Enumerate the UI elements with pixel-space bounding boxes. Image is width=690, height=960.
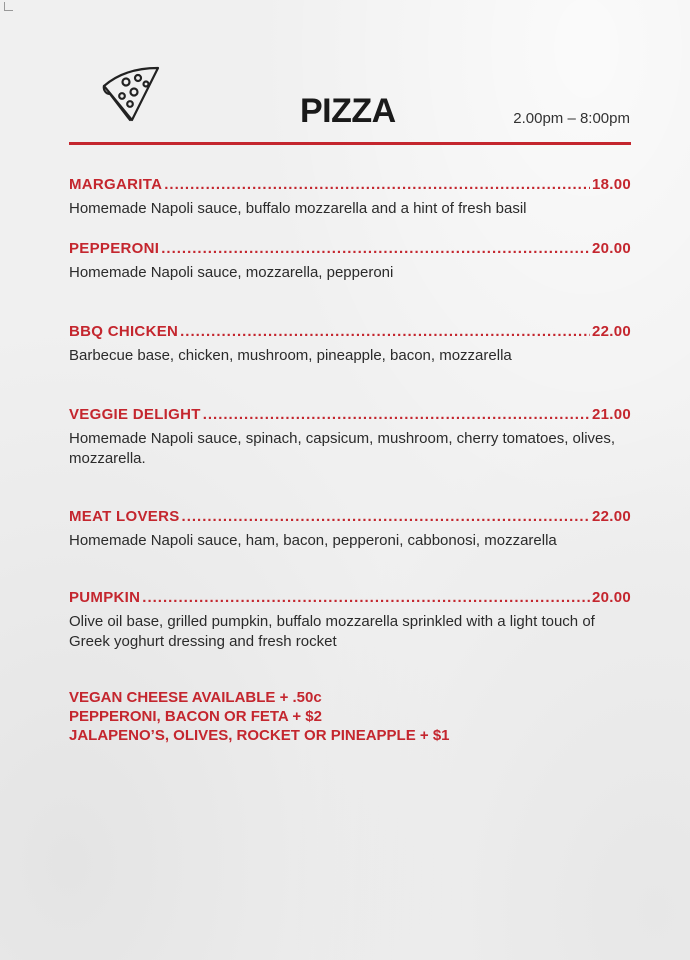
- menu-item-meat-lovers: [69, 508, 631, 551]
- dot-leader: [164, 176, 590, 193]
- dot-leader: [161, 240, 590, 257]
- menu-item-price: 22.00: [591, 508, 631, 525]
- dot-leader: [142, 589, 590, 606]
- page-title: PIZZA: [300, 92, 396, 130]
- service-hours: 2.00pm – 8:00pm: [513, 110, 630, 127]
- menu-item-pumpkin: [69, 589, 631, 652]
- menu-item-name: BBQ CHICKEN: [69, 323, 179, 340]
- menu-item-description: Homemade Napoli sauce, ham, bacon, pepperoni, cabbonosi, mozzarella: [69, 532, 557, 549]
- dot-leader: [180, 323, 590, 340]
- menu-item-description: Homemade Napoli sauce, spinach, capsicum, mushroom, cherry tomatoes, olives, mozzarella.: [69, 430, 616, 467]
- menu-item-price: 20.00: [591, 240, 631, 257]
- menu-item-header: [69, 589, 631, 606]
- menu-item-veggie-delight: [69, 406, 631, 469]
- extra-pepperoni-bacon-feta: PEPPERONI, BACON OR FETA + $2: [69, 708, 322, 725]
- menu-item-price: 18.00: [591, 176, 631, 193]
- dot-leader: [182, 508, 590, 525]
- menu-item-name: PUMPKIN: [69, 589, 141, 606]
- menu-item-pepperoni: [69, 240, 631, 283]
- header-divider: [69, 142, 631, 145]
- menu-item-header: [69, 323, 631, 340]
- pizza-slice-icon: [100, 64, 162, 122]
- crop-mark: [4, 2, 13, 11]
- menu-item-name: MEAT LOVERS: [69, 508, 180, 525]
- menu-item-description: Homemade Napoli sauce, buffalo mozzarella and a hint of fresh basil: [69, 200, 527, 217]
- menu-item-price: 22.00: [591, 323, 631, 340]
- menu-item-name: MARGARITA: [69, 176, 163, 193]
- menu-item-header: [69, 406, 631, 423]
- menu-item-description: Olive oil base, grilled pumpkin, buffalo mozzarella sprinkled with a light touch of Greek yoghurt dressing and fresh rocket: [69, 613, 595, 650]
- menu-item-price: 21.00: [591, 406, 631, 423]
- menu-item-header: [69, 240, 631, 257]
- menu-item-margarita: [69, 176, 631, 219]
- menu-item-name: VEGGIE DELIGHT: [69, 406, 201, 423]
- menu-item-name: PEPPERONI: [69, 240, 160, 257]
- extras-list: [69, 688, 450, 745]
- menu-item-bbq-chicken: [69, 323, 631, 366]
- menu-item-description: Homemade Napoli sauce, mozzarella, pepperoni: [69, 264, 394, 281]
- menu-item-description: Barbecue base, chicken, mushroom, pineapple, bacon, mozzarella: [69, 347, 512, 364]
- dot-leader: [203, 406, 590, 423]
- extra-jalapenos-olives: JALAPENO’S, OLIVES, ROCKET OR PINEAPPLE + $1: [69, 727, 450, 744]
- menu-item-header: [69, 508, 631, 525]
- extra-vegan-cheese: VEGAN CHEESE AVAILABLE + .50c: [69, 689, 322, 706]
- menu-item-header: [69, 176, 631, 193]
- menu-item-price: 20.00: [591, 589, 631, 606]
